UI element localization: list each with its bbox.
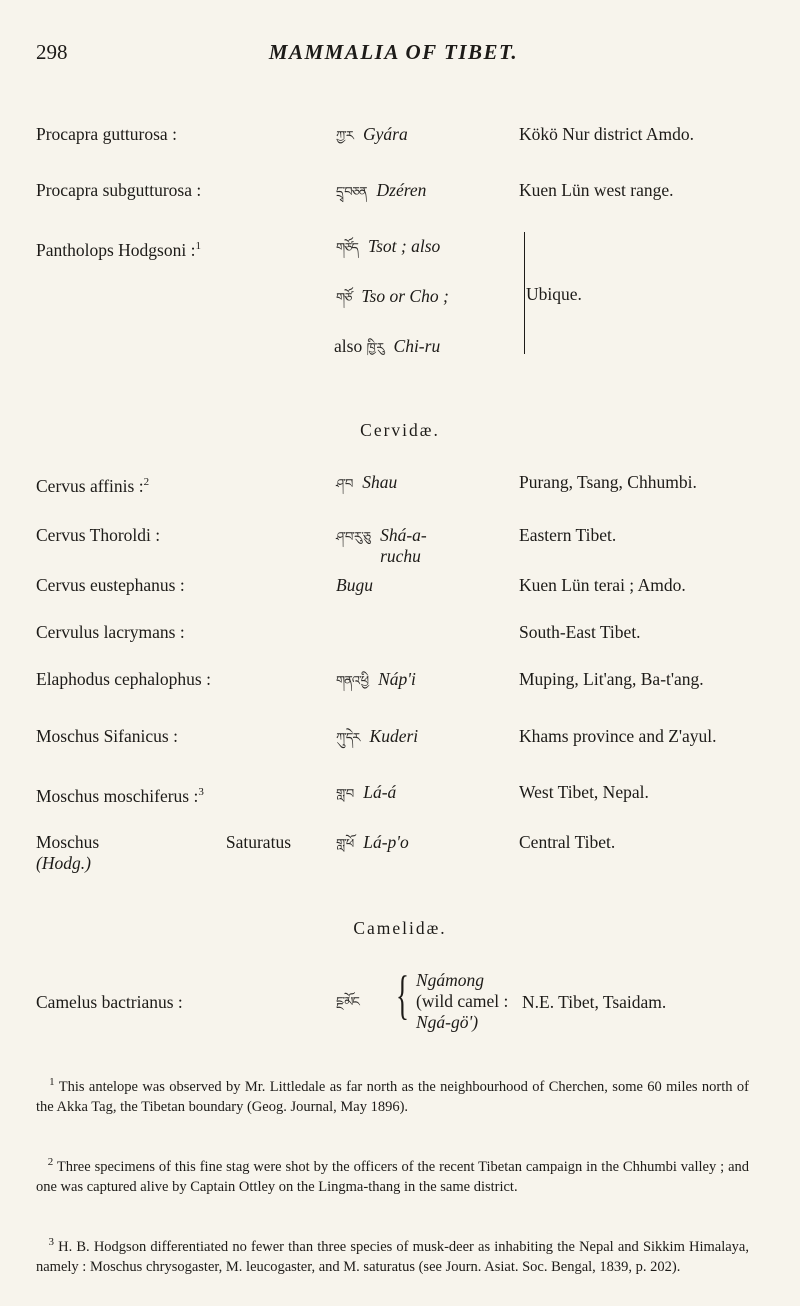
tibetan-script: གནའ་ཕྱི xyxy=(336,674,369,689)
tibetan-script: ཁྱི་རུ xyxy=(366,341,384,356)
species-name: Cervus affinis :$^2$ xyxy=(36,475,150,496)
footnote-ref: 3 xyxy=(198,786,204,798)
table-row xyxy=(36,965,751,1034)
tibetan-script: གཙོད xyxy=(336,241,358,256)
page-number: 298 xyxy=(36,40,68,64)
tibetan-name: ཤ་བ་རུ་ཅུ Shá-a-ruchu xyxy=(336,525,427,566)
tibetan-script: གླ་ཕོ xyxy=(336,837,354,852)
tibetan-script: ངྔ་མོང xyxy=(336,995,359,1010)
location: Kökö Nur district Amdo. xyxy=(519,124,694,144)
tibetan-name: ཀྱ་ར Gyára xyxy=(336,124,408,144)
species-name: Pantholops Hodgsoni :$^1$ xyxy=(36,239,201,260)
page-header xyxy=(36,40,751,70)
location: West Tibet, Nepal. xyxy=(519,782,649,802)
tibetan-script: ཀྱ་ར xyxy=(336,129,353,144)
species-name: Camelus bactrianus : xyxy=(36,992,183,1012)
footnote: $^2$ Three specimens of this fine stag were shot by the officers of the recent Tibetan campaign in the Chhumbi valley ; and one was captured alive by Captain Ottley on the Lingma-thang in the same district. xyxy=(36,1156,750,1195)
location: Kuen Lün terai ; Amdo. xyxy=(519,575,686,595)
tibetan-name: གླ་ཕོ Lá-p'o xyxy=(336,832,409,852)
location: Purang, Tsang, Chhumbi. xyxy=(519,472,697,492)
footnote-mark: 2 xyxy=(47,1156,54,1168)
species-name: Procapra subgutturosa : xyxy=(36,180,202,200)
camel-names: Ngámong (wild camel : Ngá-gö') xyxy=(416,970,509,1032)
tibetan-script: ཀུ་དེར xyxy=(336,731,360,746)
location: Khams province and Z'ayul. xyxy=(519,726,717,746)
running-title: MAMMALIA OF TIBET. xyxy=(268,40,519,64)
location: South-East Tibet. xyxy=(519,622,641,642)
footnote-ref: 1 xyxy=(195,240,201,252)
tibetan-script: གཙོ xyxy=(336,291,352,306)
tibetan-script: གླ་བ xyxy=(336,787,354,802)
species-name: Cervulus lacrymans : xyxy=(36,622,185,642)
species-name: Elaphodus cephalophus : xyxy=(36,669,211,689)
location: Muping, Lit'ang, Ba-t'ang. xyxy=(519,669,704,689)
section-heading: Camelidæ. xyxy=(353,918,447,938)
tibetan-name: དྲྭ་བཅན Dzéren xyxy=(336,180,427,200)
right-bracket xyxy=(516,232,525,354)
footnote-ref: 2 xyxy=(143,476,150,488)
curly-brace: { xyxy=(396,965,409,1025)
footnote-mark: 1 xyxy=(49,1076,55,1088)
tibetan-name: also ཁྱི་རུ Chi-ru xyxy=(334,336,441,356)
species-name: Moschus Saturatus (Hodg.) xyxy=(36,832,291,873)
tibetan-name: གླ་བ Lá-á xyxy=(336,782,397,802)
species-name: Cervus Thoroldi : xyxy=(36,525,161,545)
tibetan-name: གཙོད Tsot ; also xyxy=(336,236,441,256)
tibetan-script: ཤ་བ་རུ་ཅུ xyxy=(336,530,371,545)
tibetan-name: Bugu xyxy=(336,575,373,595)
ubique-label: Ubique. xyxy=(526,284,582,304)
species-name: Moschus Sifanicus : xyxy=(36,726,178,746)
location: Central Tibet. xyxy=(519,832,616,852)
tibetan-name: གནའ་ཕྱི Náp'i xyxy=(336,669,416,689)
footnote-mark: 3 xyxy=(48,1236,54,1248)
species-name: Cervus eustephanus : xyxy=(36,575,185,595)
species-name: Moschus moschiferus :$^3$ xyxy=(36,785,204,806)
tibetan-name: གཙོ Tso or Cho ; xyxy=(336,286,449,306)
section-heading: Cervidæ. xyxy=(360,420,440,440)
footnote: $^1$ This antelope was observed by Mr. Littledale as far north as the neighbourhood of Cherchen, some 60 miles north of the Akka Tag, the Tibetan boundary (Geog. Journal, May 1896). xyxy=(36,1076,749,1115)
location: Kuen Lün west range. xyxy=(519,180,674,200)
tibetan-script: ཤ་བ xyxy=(336,477,353,492)
tibetan-script: དྲྭ་བཅན xyxy=(336,185,367,200)
location: N.E. Tibet, Tsaidam. xyxy=(522,992,667,1012)
species-name: Procapra gutturosa : xyxy=(36,124,177,144)
footnote: $^3$ H. B. Hodgson differentiated no fewer than three species of musk-deer as inhabiting the Nepal and Sikkim Himalaya, namely : Moschus chrysogaster, M. leucogaster, and M. saturatus (see Journ. Asiat. Soc. Bengal, 1839, p. 202). xyxy=(36,1236,749,1275)
tibetan-name: ཀུ་དེར Kuderi xyxy=(336,726,419,746)
location: Eastern Tibet. xyxy=(519,525,617,545)
tibetan-name: ཤ་བ Shau xyxy=(336,472,398,492)
